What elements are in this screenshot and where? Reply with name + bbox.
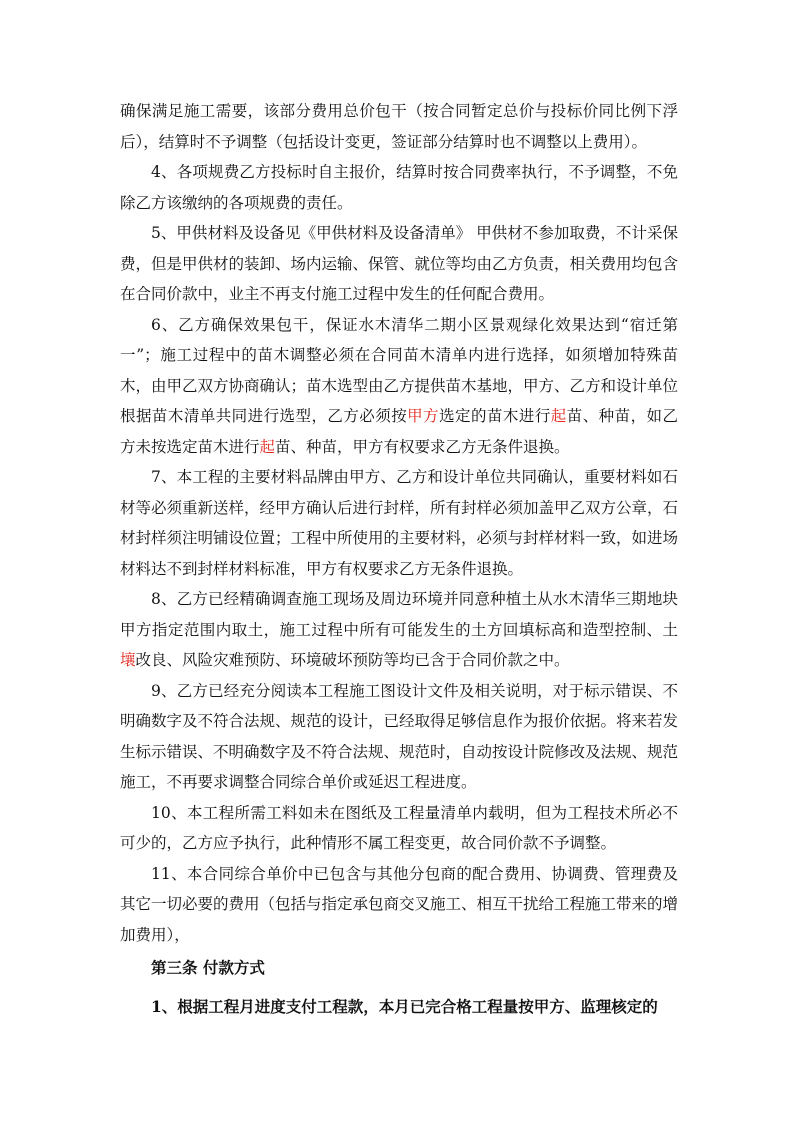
highlighted-text: 起 [259,437,276,456]
paragraph-10: 10、本工程所需工料如未在图纸及工程量清单内载明，但为工程技术所必不可少的，乙方应予执行，此种情形不属工程变更，故合同价款不予调整。 [120,803,678,852]
paragraph-4: 4、各项规费乙方投标时自主报价，结算时按合同费率执行，不予调整，不免除乙方该缴纳的各项规费的责任。 [120,163,678,212]
paragraph-7: 7、本工程的主要材料品牌由甲方、乙方和设计单位共同确认，重要材料如石材等必须重新送样，经甲方确认后进行封样，所有封样必须加盖甲乙双方公章，石材封样须注明铺设位置；工程中所使用的主要材料，必须与封样材料一致，如进场材料达不到封样材料标准，甲方有权要求乙方无条件退换。 [120,468,679,578]
paragraph-11: 11、本合同综合单价中已包含与其他分包商的配合费用、协调费、管理费及其它一切必要的费用（包括与指定承包商交叉施工、相互干扰给工程施工带来的增加费用）， [120,864,679,944]
document-page [120,96,678,1023]
payment-paragraph-1: 1、根据工程月进度支付工程款，本月已完合格工程量按甲方、监理核定的 [151,997,658,1016]
highlighted-text: 起 [550,407,567,425]
paragraph-6: 6、乙方确保效果包干，保证水木清华二期小区景观绿化效果达到“宿迁第一”；施工过程中的苗木调整必须在合同苗木清单内进行选择，如须增加特殊苗木，由甲乙双方协商确认；苗木选型由乙方提供苗木基地，甲方、乙方和设计单位根据苗木清单共同进行选型，乙方必须按甲方选定的苗木进行起苗、种苗，如乙方未按选定苗木进行起苗、种苗，甲方有权要求乙方无条件退换。 [120,315,679,456]
paragraph-5: 5、甲供材料及设备见《甲供材料及设备清单》 甲供材不参加取费，不计采保费，但是甲供材的装卸、场内运输、保管、就位等均由乙方负责，相关费用均包含在合同价款中，业主不再支付施工过程中发生的任何配合费用。 [120,224,679,303]
paragraph-8: 8、乙方已经精确调查施工现场及周边环境并同意种植土从水木清华三期地块甲方指定范围内取土，施工过程中所有可能发生的土方回填标高和造型控制、土壤改良、风险灾难预防、环境破坏预防等均已含于合同价款之中。 [120,590,678,669]
highlighted-text: 甲方 [407,407,440,425]
paragraph-continued: 确保满足施工需要，该部分费用总价包干（按合同暂定总价与投标价同比例下浮后），结算时不予调整（包括设计变更，签证部分结算时也不调整以上费用）。 [120,102,678,151]
paragraph-9: 9、乙方已经充分阅读本工程施工图设计文件及相关说明，对于标示错误、不明确数字及不符合法规、规范的设计，已经取得足够信息作为报价依据。将来若发生标示错误、不明确数字及不符合法规、规范时，自动按设计院修改及法规、规范施工，不再要求调整合同综合单价或延迟工程进度。 [120,681,679,791]
highlighted-text: 壤 [120,651,136,669]
section-heading: 第三条 付款方式 [151,958,265,977]
